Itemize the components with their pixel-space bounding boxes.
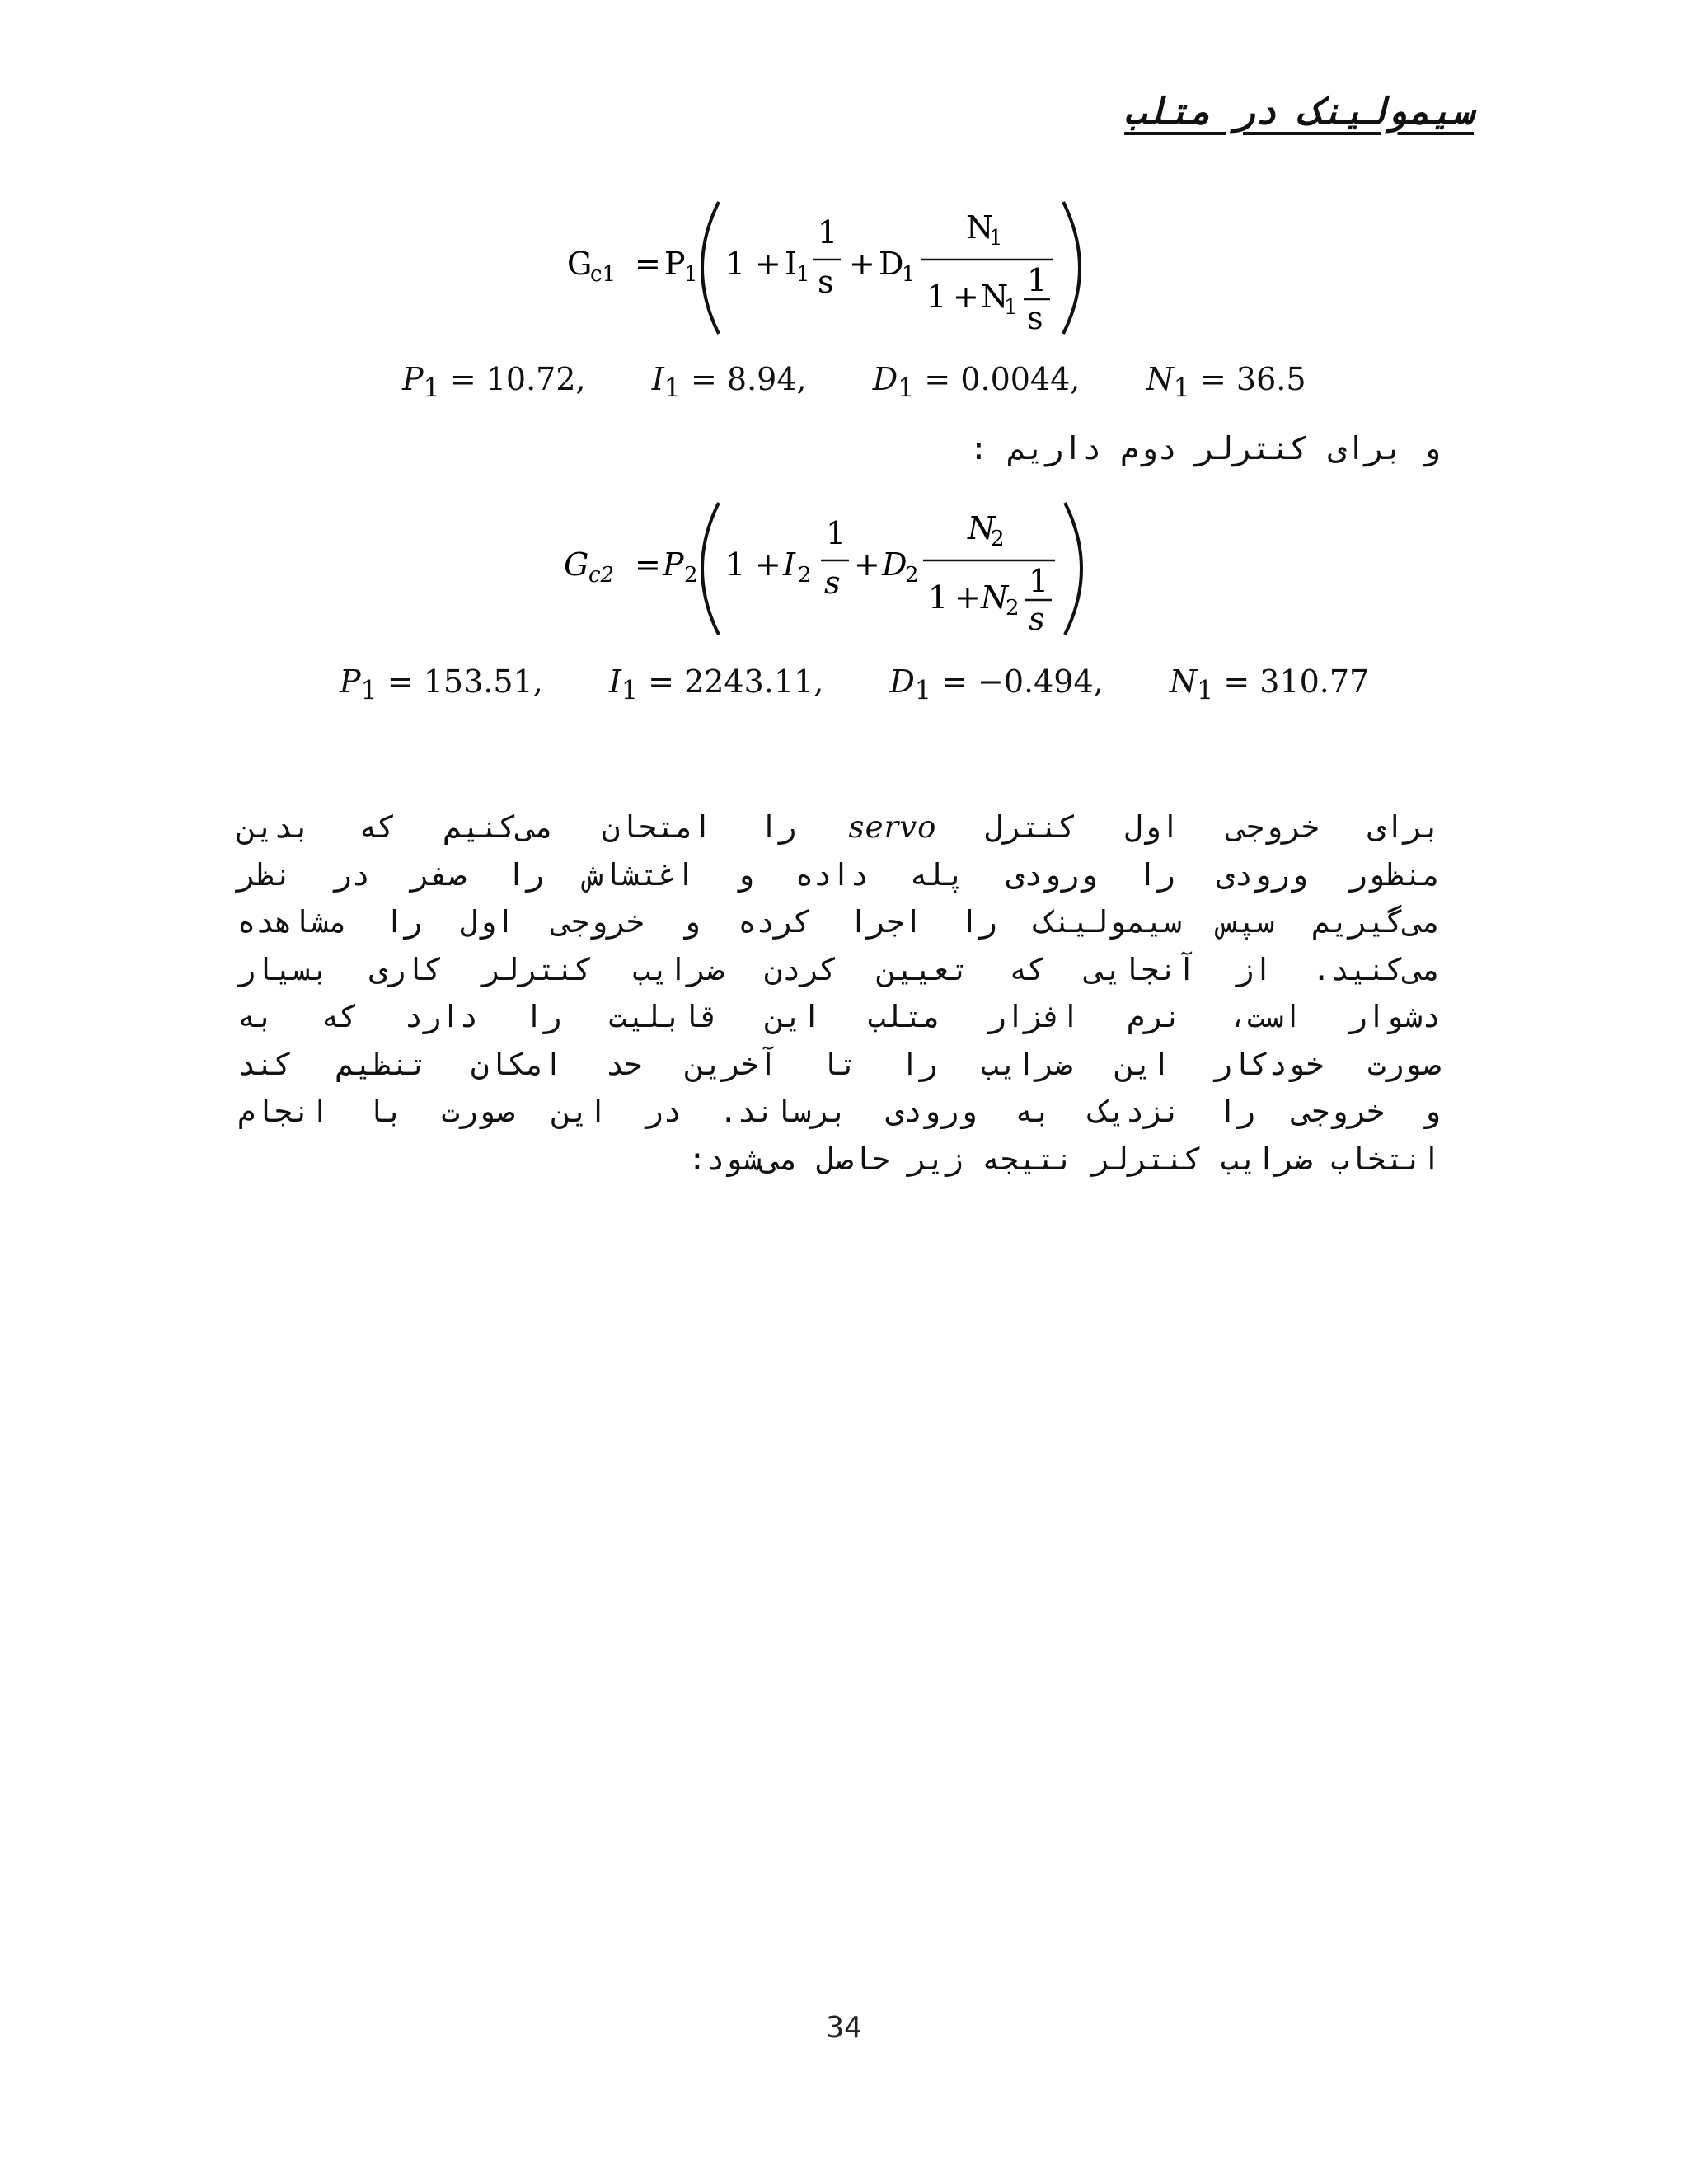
eq1-i-sub: 1 (796, 262, 810, 287)
svg-text:+: + (755, 246, 781, 282)
equation-gc2 (560, 494, 1104, 643)
eq2-n-sub: 2 (991, 527, 1005, 551)
paragraph-line-3: می‌گیریم سپس سیمولینک را اجرا کرده و خروجی اول را مشاهده (237, 904, 1441, 940)
equation-gc1 (560, 194, 1104, 342)
body-paragraph (237, 804, 1441, 1183)
eq1-den-one: 1 (926, 279, 947, 315)
eq1-lhs-sub: c1 (590, 262, 617, 287)
eq2-n: N (968, 510, 996, 546)
svg-text:=: = (635, 546, 661, 583)
params-line-2: $P_1 = 153.51$, $I_1 = 2243.11$, $D_1 = -0.494$, $N_1 = 310.77$ (340, 663, 1370, 706)
eq2-den-one: 1 (928, 579, 949, 616)
eq1-n-sub: 1 (989, 226, 1003, 251)
eq1-d: D (879, 246, 904, 282)
eq2-left-paren (702, 503, 719, 635)
eq2-den-n-sub: 2 (1006, 596, 1020, 621)
eq1-right-paren (1063, 202, 1080, 334)
eq2-one: 1 (725, 546, 746, 583)
eq2-den-n: N (981, 579, 1009, 616)
eq2-frac1-num: 1 (826, 515, 846, 551)
svg-text:+: + (953, 279, 979, 315)
paragraph-line-5: دشوار است، نرم افزار متلب این قابلیت را دارد که به (237, 999, 1441, 1034)
eq1-frac1-num: 1 (818, 214, 838, 251)
eq1-frac1-den: s (818, 264, 834, 300)
eq1-one: 1 (725, 246, 746, 282)
eq2-lhs-sub: c2 (588, 563, 615, 588)
paragraph-line-2: منظور ورودی را ورودی پله داده و اغتشاش را صفر در نظر (237, 856, 1441, 893)
paragraph-line-8: انتخاب ضرایب کنترلر نتیجه زیر حاصل می‌شود: (687, 1141, 1441, 1177)
eq2-i: I (783, 546, 796, 583)
eq2-d-sub: 2 (905, 563, 919, 588)
eq1-i: I (785, 246, 798, 282)
eq1-frac2-num: 1 (1027, 262, 1048, 298)
params-line-1: $P_1 = 10.72$, $I_1 = 8.94$, $D_1 = 0.0044$, $N_1 = 36.5$ (402, 361, 1306, 404)
second-controller-line: و برای کنترلر دوم داریم : (969, 430, 1441, 466)
eq1-p: P (664, 246, 686, 282)
svg-text:+: + (849, 246, 875, 282)
eq2-frac1-den: s (824, 565, 841, 601)
eq2-lhs: G (564, 546, 589, 583)
paragraph-line-1: برای خروجی اول کنترل servo را امتحان می‌کنیم که بدین (237, 809, 1442, 845)
svg-text:+: + (755, 546, 781, 583)
svg-text:+: + (854, 546, 880, 583)
paragraph-line-7: و خروجی را نزدیک به ورودی برساند. در این صورت با انجام (237, 1094, 1441, 1129)
paragraph-line-4: می‌کنید. از آنجایی که تعیین کردن ضرایب کنترلر کاری بسیار (237, 951, 1441, 987)
svg-text:+: + (954, 579, 981, 616)
eq1-frac2-den: s (1027, 300, 1043, 336)
eq1-d-sub: 1 (902, 262, 916, 287)
eq1-den-n-sub: 1 (1004, 295, 1018, 320)
eq2-p: P (663, 546, 684, 583)
eq2-frac2-den: s (1029, 601, 1045, 637)
paragraph-line-6: صورت خودکار این ضرایب را تا آخرین حد امکان تنظیم کند (237, 1046, 1441, 1082)
eq2-d: D (882, 546, 907, 583)
section-title: سیمولینک در متلب (1124, 91, 1474, 133)
eq1-lhs: G (567, 246, 593, 282)
svg-text:=: = (635, 246, 661, 282)
servo-term: servo (848, 809, 937, 845)
eq2-right-paren (1065, 503, 1081, 635)
eq2-frac2-num: 1 (1029, 563, 1049, 599)
eq1-p-sub: 1 (684, 262, 698, 287)
eq2-i-sub: 2 (798, 563, 812, 588)
eq2-p-sub: 2 (684, 563, 698, 588)
eq1-n: N (966, 209, 994, 246)
eq1-left-paren (702, 202, 719, 334)
eq1-den-n: N (981, 279, 1009, 315)
page-number: 34 (826, 2011, 862, 2045)
